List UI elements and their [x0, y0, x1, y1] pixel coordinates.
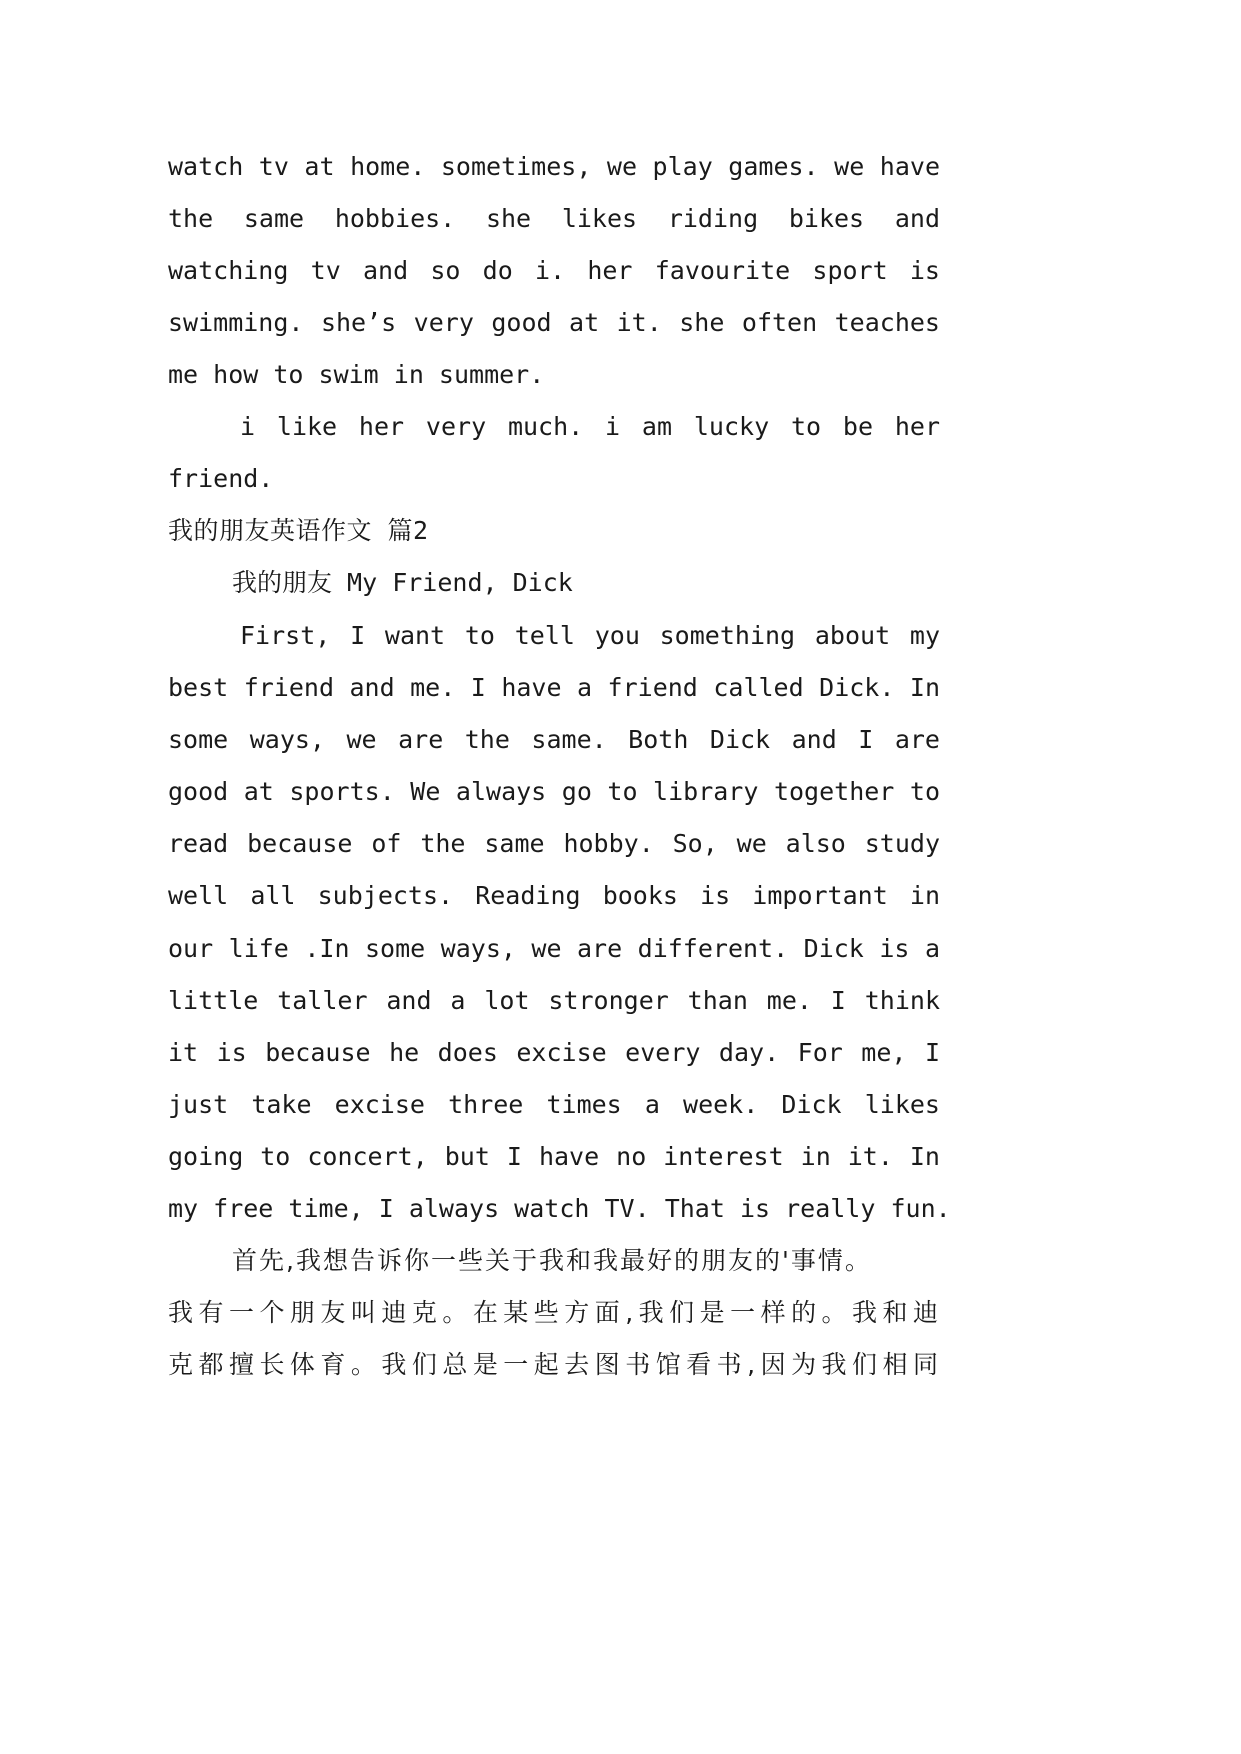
paragraph-line: going to concert, but I have no interest in it. In: [168, 1142, 940, 1171]
paragraph-line: just take excise three times a week. Dick likes: [168, 1090, 940, 1119]
paragraph-line: 克都擅长体育。我们总是一起去图书馆看书,因为我们相同: [168, 1350, 940, 1379]
paragraph-line: best friend and me. I have a friend called Dick. In: [168, 673, 940, 702]
paragraph-line: First, I want to tell you something about my: [240, 621, 940, 650]
paragraph-line: it is because he does excise every day. For me, I: [168, 1038, 940, 1067]
paragraph-line: little taller and a lot stronger than me. I think: [168, 986, 940, 1015]
paragraph-line: good at sports. We always go to library together to: [168, 777, 940, 806]
essay-title: 我的朋友 My Friend, Dick: [232, 568, 573, 597]
paragraph-line: 我有一个朋友叫迪克。在某些方面,我们是一样的。我和迪: [168, 1298, 940, 1327]
paragraph-line: 首先,我想告诉你一些关于我和我最好的朋友的'事情。: [232, 1246, 872, 1275]
paragraph-line: i like her very much. i am lucky to be her: [240, 412, 940, 441]
paragraph-line: my free time, I always watch TV. That is really fun.: [168, 1194, 951, 1223]
section-heading: 我的朋友英语作文 篇2: [168, 516, 429, 545]
paragraph-line: read because of the same hobby. So, we also study: [168, 829, 940, 858]
paragraph-line: watching tv and so do i. her favourite sport is: [168, 256, 940, 285]
paragraph-line: watch tv at home. sometimes, we play games. we have: [168, 152, 940, 181]
paragraph-line: well all subjects. Reading books is important in: [168, 881, 940, 910]
paragraph-line: the same hobbies. she likes riding bikes and: [168, 204, 940, 233]
paragraph-line: me how to swim in summer.: [168, 360, 545, 389]
paragraph-line: some ways, we are the same. Both Dick and I are: [168, 725, 940, 754]
paragraph-line: swimming. she’s very good at it. she often teaches: [168, 308, 940, 337]
paragraph-line: friend.: [168, 464, 274, 493]
paragraph-line: our life .In some ways, we are different. Dick is a: [168, 934, 940, 963]
